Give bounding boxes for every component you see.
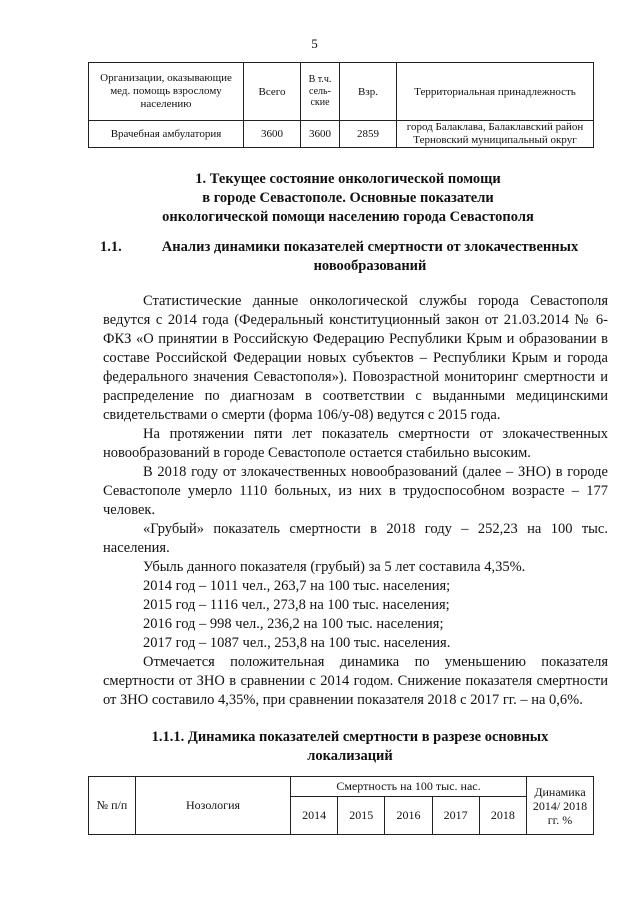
list-item: 2017 год – 1087 чел., 253,8 на 100 тыс. населения. [143, 635, 451, 651]
year-header: 2017 [432, 797, 479, 835]
page-number: 5 [311, 36, 318, 51]
year-header: 2014 [291, 797, 338, 835]
subsubsection-title: 1.1.1. Динамика показателей смертности в разрезе основных локализаций [151, 729, 549, 764]
paragraph: Отмечается положительная динамика по уменьшению показателя смертности от ЗНО в сравнении с 2014 годом. Снижение показателя смертности от ЗНО составило 4,35%, при сравнении показателя 2018 с 2017 гг. – на 0,6%. [103, 654, 608, 708]
year-header: 2016 [385, 797, 432, 835]
body-text [103, 292, 608, 710]
subsection-number: 1.1. [100, 239, 122, 255]
nosology-header: Нозология [136, 777, 291, 835]
mortality-table [88, 776, 594, 835]
paragraph: «Грубый» показатель смертности в 2018 году – 252,23 на 100 тыс. населения. [103, 521, 608, 556]
territory-header: Территориальная принадлежность [397, 63, 594, 121]
adult-header: Взр. [340, 63, 397, 121]
adult-cell: 2859 [340, 121, 397, 148]
paragraph: В 2018 году от злокачественных новообразований (далее – ЗНО) в городе Севастополе умерло 1110 больных, из них в трудоспособном возрасте – 177 человек. [103, 464, 608, 518]
organizations-table [88, 62, 594, 148]
year-header: 2015 [338, 797, 385, 835]
mortality-group-header: Смертность на 100 тыс. нас. [291, 777, 527, 797]
org-cell: Врачебная амбулатория [89, 121, 244, 148]
list-item: 2015 год – 1116 чел., 273,8 на 100 тыс. населения; [143, 597, 450, 613]
rural-header: В т.ч. сель-ские [301, 63, 340, 121]
section-title: 1. Текущее состояние онкологической помощи в городе Севастополе. Основные показатели онкологической помощи населению города Севастополя [162, 171, 534, 225]
list-item: 2014 год – 1011 чел., 263,7 на 100 тыс. населения; [143, 578, 451, 594]
dynamics-header: Динамика 2014/ 2018 гг. % [527, 777, 594, 835]
year-header: 2018 [479, 797, 526, 835]
num-header: № п/п [89, 777, 136, 835]
org-header: Организации, оказывающие мед. помощь взрослому населению [89, 63, 244, 121]
total-cell: 3600 [244, 121, 301, 148]
rural-cell: 3600 [301, 121, 340, 148]
paragraph: На протяжении пяти лет показатель смертности от злокачественных новообразований в городе Севастополе остается стабильно высоким. [103, 426, 608, 461]
table-row [89, 121, 594, 148]
total-header: Всего [244, 63, 301, 121]
list-item: 2016 год – 998 чел., 236,2 на 100 тыс. населения; [143, 616, 444, 632]
paragraph: Убыль данного показателя (грубый) за 5 лет составила 4,35%. [143, 559, 526, 575]
subsection-title: 1.1. Анализ динамики показателей смертности от злокачественных новообразований [100, 239, 579, 274]
territory-cell: город Балаклава, Балаклавский район Терновский муниципальный округ [397, 121, 594, 148]
paragraph: Статистические данные онкологической службы города Севастополя ведутся с 2014 года (Федеральный конституционный закон от 21.03.2014 № 6-ФКЗ «О принятии в Российскую Федерацию Республики Крым и образовании в составе Российской Федерации новых субъектов – Республики Крым и города федерального значения Севастополя»). Повозрастной мониторинг смертности и распределение по диагнозам в соответствии с выданными медицинскими свидетельствами о смерти (форма 106/у-08) ведутся с 2015 года. [103, 293, 608, 423]
